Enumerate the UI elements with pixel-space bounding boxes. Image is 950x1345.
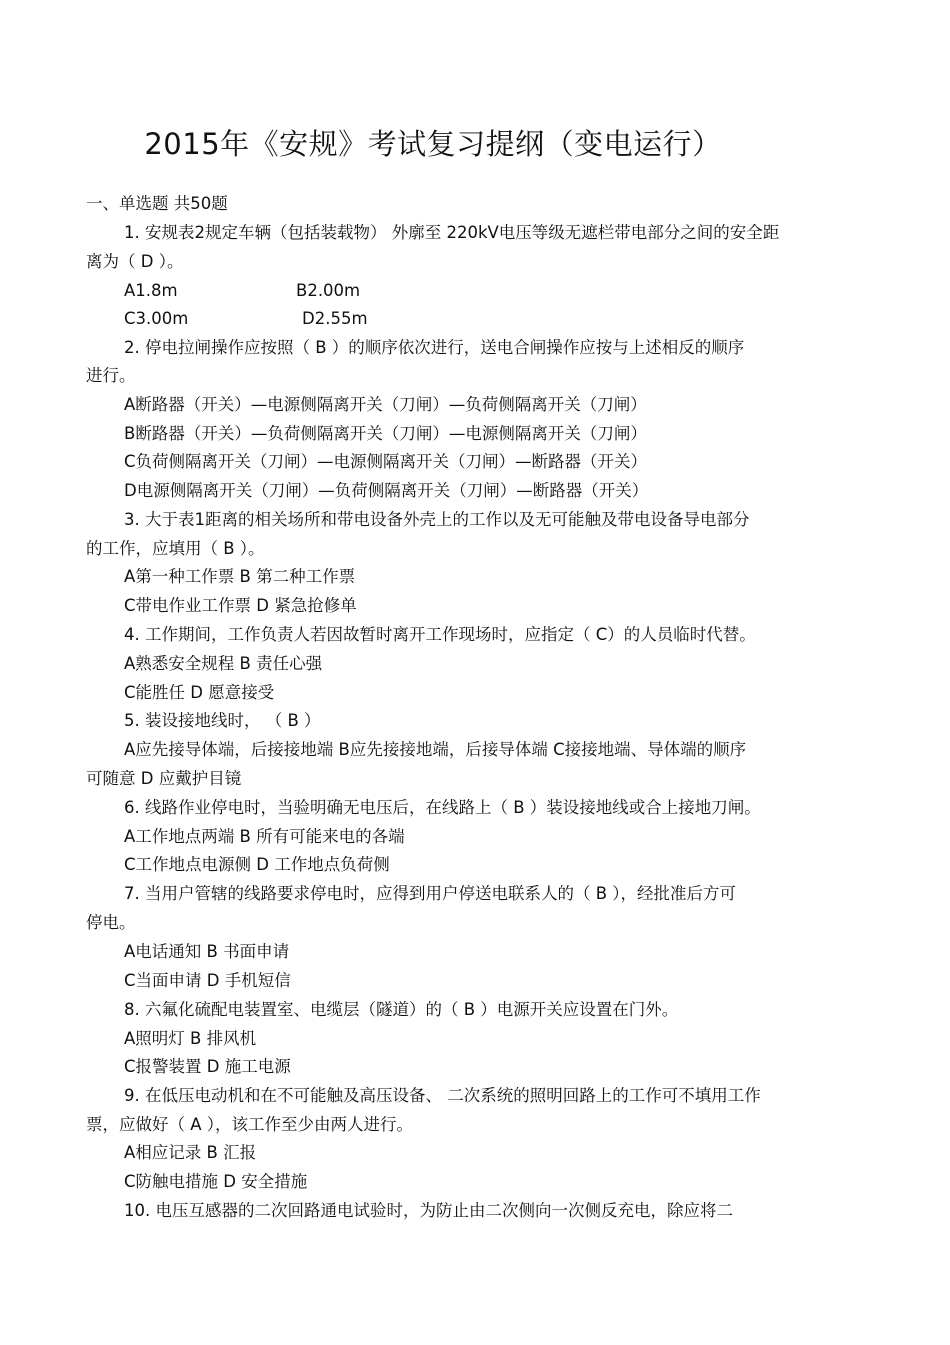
question-2-option-d: D电源侧隔离开关（刀闸）—负荷侧隔离开关（刀闸）—断路器（开关） (124, 481, 649, 500)
question-9-line-1: 9. 在低压电动机和在不可能触及高压设备、 二次系统的照明回路上的工作可不填用工作 (124, 1086, 761, 1105)
question-3-line-1: 3. 大于表1距离的相关场所和带电设备外壳上的工作以及无可能触及带电设备导电部分 (124, 510, 750, 529)
question-3-line-2: 的工作，应填用（ B ）。 (86, 539, 265, 558)
question-2-option-b: B断路器（开关）—负荷侧隔离开关（刀闸）—电源侧隔离开关（刀闸） (124, 424, 647, 443)
question-9-line-2: 票，应做好（ A ），该工作至少由两人进行。 (86, 1115, 414, 1134)
question-5-options-cont: 可随意 D 应戴护目镜 (86, 769, 242, 788)
question-1-line-1: 1. 安规表2规定车辆（包括装载物） 外廓至 220kV电压等级无遮栏带电部分之间的安全距 (124, 223, 780, 242)
question-2-option-c: C负荷侧隔离开关（刀闸）—电源侧隔离开关（刀闸）—断路器（开关） (124, 452, 648, 471)
question-3-options-cd: C带电作业工作票 D 紧急抢修单 (124, 596, 357, 615)
question-9-options-ab: A相应记录 B 汇报 (124, 1143, 257, 1162)
question-3-options-ab: A第一种工作票 B 第二种工作票 (124, 567, 356, 586)
question-2-option-a: A断路器（开关）—电源侧隔离开关（刀闸）—负荷侧隔离开关（刀闸） (124, 395, 647, 414)
question-7-line-2: 停电。 (86, 913, 136, 932)
question-7-line-1: 7. 当用户管辖的线路要求停电时，应得到用户停送电联系人的（ B ），经批准后方可 (124, 884, 737, 903)
question-7-options-cd: C当面申请 D 手机短信 (124, 971, 291, 990)
question-5-options: A应先接导体端，后接接地端 B应先接接地端，后接导体端 C接接地端、导体端的顺序 (124, 740, 747, 759)
document-title: 2015年《安规》考试复习提纲（变电运行） (144, 127, 722, 161)
question-4-options-cd: C能胜任 D 愿意接受 (124, 683, 275, 702)
section-heading: 一、单选题 共50题 (86, 194, 228, 213)
question-8: 8. 六氟化硫配电装置室、电缆层（隧道）的（ B ）电源开关应设置在门外。 (124, 1000, 679, 1019)
question-1-line-2: 离为（ D ）。 (86, 252, 184, 271)
question-10: 10. 电压互感器的二次回路通电试验时，为防止由二次侧向一次侧反充电，除应将二 (124, 1201, 733, 1220)
question-8-options-cd: C报警装置 D 施工电源 (124, 1057, 291, 1076)
question-1-option-d: D2.55m (302, 309, 368, 328)
question-9-options-cd: C防触电措施 D 安全措施 (124, 1172, 308, 1191)
question-2-line-1: 2. 停电拉闸操作应按照（ B ）的顺序依次进行，送电合闸操作应按与上述相反的顺序 (124, 338, 745, 357)
question-7-options-ab: A电话通知 B 书面申请 (124, 942, 290, 961)
question-4: 4. 工作期间，工作负责人若因故暂时离开工作现场时，应指定（ C）的人员临时代替。 (124, 625, 756, 644)
question-1-option-a: A1.8m (124, 281, 178, 300)
question-6: 6. 线路作业停电时，当验明确无电压后，在线路上（ B ）装设接地线或合上接地刀闸。 (124, 798, 761, 817)
question-1-option-b: B2.00m (296, 281, 361, 300)
question-8-options-ab: A照明灯 B 排风机 (124, 1029, 257, 1048)
question-6-options-cd: C工作地点电源侧 D 工作地点负荷侧 (124, 855, 390, 874)
question-4-options-ab: A熟悉安全规程 B 责任心强 (124, 654, 323, 673)
question-5: 5. 装设接地线时， （ B ） (124, 711, 321, 730)
question-1-option-c: C3.00m (124, 309, 189, 328)
question-6-options-ab: A工作地点两端 B 所有可能来电的各端 (124, 827, 405, 846)
question-2-line-2: 进行。 (86, 366, 136, 385)
